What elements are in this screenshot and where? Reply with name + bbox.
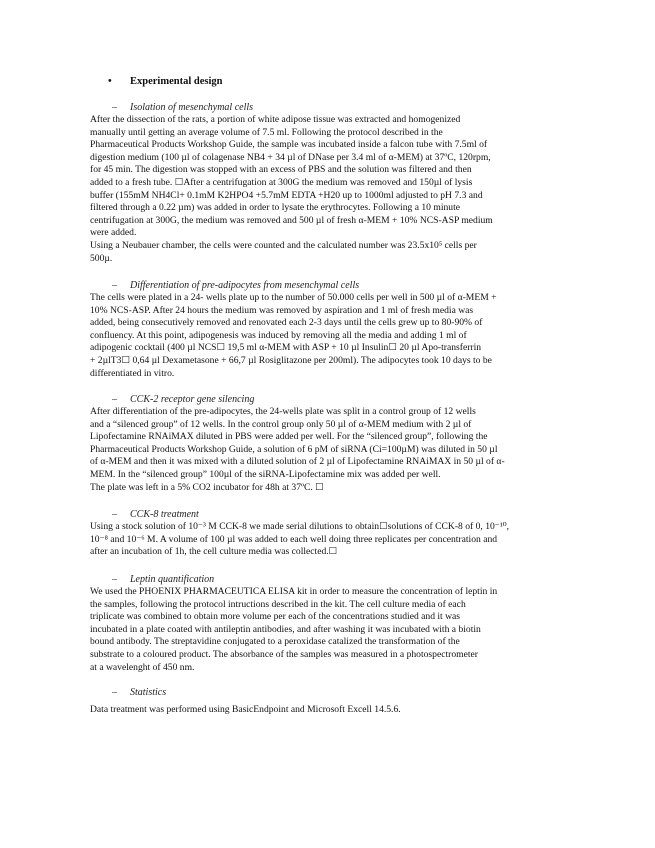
dash-icon: – [112,509,117,520]
text-line: added, being consecutively removed and renovated each 2-3 days until the cells grew up to 80-90% of [90,317,483,329]
text-line: digestion medium (100 µl of colagenase NB4 + 34 µl of DNase per 3.4 ml of α-MEM) at 37ºC, 120rpm, [90,151,491,163]
paragraph-cck8 [90,521,568,559]
text-line: and a “silenced group” of 12 wells. In the control group only 50 µl of α-MEM medium with 2 µl of [90,418,472,430]
text-line: after an incubation of 1h, the cell culture media was collected.☐ [90,546,338,558]
text-line: manually until getting an average volume of 7.5 ml. Following the protocol described in the [90,126,443,138]
text-line: buffer (155mM NH4Cl+ 0.1mM K2HPO4 +5.7mM EDTA +H20 up to 1000ml adjusted to pH 7.3 and [90,189,483,201]
text-line: 10% NCS-ASP. After 24 hours the medium was removed by aspiration and 1 ml of fresh media was [90,304,474,316]
text-line: filtered through a 0.22 µm) was added in order to lysate the erythrocytes. Following a 10 minute [90,202,461,214]
paragraph-differentiation [90,292,568,380]
paragraph-isolation [90,114,568,265]
paragraph-leptin [90,586,568,674]
subsection-title-differentiation: – Differentiation of pre-adipocytes from mesenchymal cells [112,280,360,291]
dash-icon: – [112,280,117,291]
text-line: Using a stock solution of 10⁻³ M CCK-8 we made serial dilutions to obtain☐solutions of CCK-8 of 0, 10⁻¹⁰, [90,521,509,532]
text-line: centrifugation at 300G, the medium was removed and 500 µl of fresh α-MEM + 10% NCS-ASP medium [90,214,493,226]
text-line: MEM. In the “silenced group” 100µl of the siRNA-Lipofectamine mix was added per well. [90,468,441,480]
text-line: at a wavelenght of 450 nm. [90,661,195,673]
text-line: confluency. At this point, adipogenesis was induced by removing all the media and adding 1 ml of [90,329,467,341]
text-line: After the dissection of the rats, a portion of white adipose tissue was extracted and homogenized [90,114,461,125]
text-line: After differentiation of the pre-adipocytes, the 24-wells plate was split in a control group of 12 wells [90,406,476,417]
subsection-title-statistics: – Statistics [112,687,167,698]
text-line: of α-MEM and then it was mixed with a diluted solution of 2 µl of Lipofectamine RNAiMAX in 50 µl of α- [90,456,505,468]
text-line: added to a fresh tube. ☐After a centrifugation at 300G the medium was removed and 150µl of lysis [90,176,473,188]
dash-icon: – [112,574,117,585]
text-line: adipogenic cocktail (400 µl NCS☐ 19,5 ml α-MEM with ASP + 10 µl Insulin☐ 20 µl Apo-transferrin [90,342,482,354]
text-line: The plate was left in a 5% CO2 incubator for 48h at 37ºC. ☐ [90,481,324,493]
dash-icon: – [112,687,117,698]
text-line: We used the PHOENIX PHARMACEUTICA ELISA kit in order to measure the concentration of leptin in [90,586,498,597]
text-line: Using a Neubauer chamber, the cells were counted and the calculated number was 23.5x10⁵ cells per [90,239,477,251]
text-line: Pharmaceutical Products Workshop Guide, the sample was incubated inside a falcon tube with 7.5ml of [90,139,488,151]
paragraph-silencing [90,406,568,494]
subsection-title-leptin: – Leptin quantification [112,574,215,585]
text-line: Data treatment was performed using BasicEndpoint and Microsoft Excell 14.5.6. [90,704,401,715]
subsection-title-isolation: – Isolation of mesenchymal cells [112,102,254,113]
section-heading [108,76,222,87]
heading-title: Experimental design [130,76,223,87]
dash-icon: – [112,394,117,405]
text-line: substrate to a coloured product. The absorbance of the samples was measured in a photospectrometer [90,648,478,660]
text-line: the samples, following the protocol intructions described in the kit. The cell culture media of each [90,598,466,610]
bullet-icon: • [108,76,112,87]
text-line: for 45 min. The digestion was stopped with an excess of PBS and the solution was filtered and then [90,164,472,176]
paragraph-statistics [90,704,568,717]
text-line: were added. [90,227,137,239]
text-line: differentiated in vitro. [90,367,175,379]
text-line: + 2µlT3☐ 0,64 µl Dexametasone + 66,7 µl Rosiglitazone per 200ml). The adipocytes took 10 days to be [90,354,492,366]
text-line: triplicate was combined to obtain more volume per each of the concentrations studied and it was [90,611,461,623]
text-line: Pharmaceutical Products Workshop Guide, a solution of 6 pM of siRNA (Ci=100µM) was diluted in 50 µl [90,443,498,455]
text-line: 500µ. [90,252,113,264]
text-line: Lipofectamine RNAiMAX diluted in PBS were added per well. For the “silenced group”, following the [90,431,488,443]
subsection-title-silencing: – CCK-2 receptor gene silencing [112,394,255,405]
text-line: The cells were plated in a 24- wells plate up to the number of 50.000 cells per well in 500 µl of α-MEM + [90,292,497,303]
text-line: bound antibody. The streptavidine conjugated to a peroxidase catalized the transformation of the [90,636,460,648]
text-line: incubated in a plate coated with antileptin antibodies, and after washing it was incubated with a biotin [90,623,481,635]
dash-icon: – [112,102,117,113]
subsection-title-cck8: – CCK-8 treatment [112,509,199,520]
text-line: 10⁻⁸ and 10⁻⁶ M. A volume of 100 µl was added to each well doing three replicates per concentration and [90,533,498,545]
